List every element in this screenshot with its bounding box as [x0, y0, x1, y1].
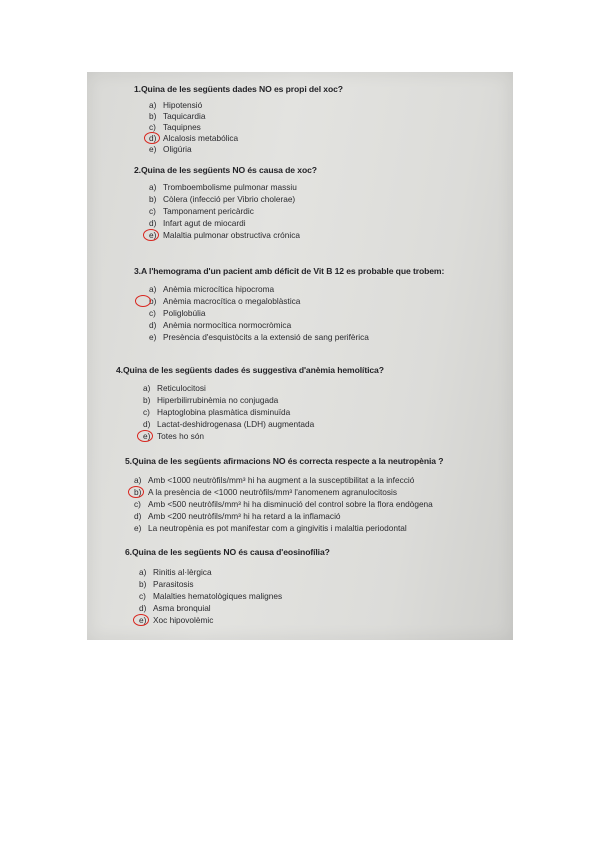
answer-option: [149, 296, 300, 307]
question-title: 2.Quina de les següents NO és causa de xoc?: [134, 165, 317, 175]
red-circle-mark: [133, 614, 149, 626]
option-letter: c): [149, 122, 156, 132]
answer-option: [149, 122, 201, 133]
cut-off-text-edge: [242, 72, 322, 77]
option-letter: e): [149, 144, 157, 154]
option-text: Tamponament pericàrdic: [163, 206, 254, 216]
red-circle-mark: [144, 132, 160, 144]
option-text: Alcalosis metabólica: [163, 133, 239, 143]
option-text: Hipotensió: [163, 100, 203, 110]
option-text: Xoc hipovolèmic: [153, 615, 214, 625]
red-circle-mark: [135, 295, 151, 307]
option-text: Asma bronquial: [153, 603, 211, 613]
question-title: 3.A l'hemograma d'un pacient amb déficit de Vit B 12 es probable que trobem:: [134, 266, 445, 276]
option-letter: b): [149, 296, 157, 306]
answer-option: [149, 230, 300, 241]
option-letter: d): [139, 603, 147, 613]
option-letter: c): [134, 499, 141, 509]
red-circle-mark: [143, 229, 159, 241]
option-text: Lactat-deshidrogenasa (LDH) augmentada: [157, 419, 315, 429]
answer-option: [149, 332, 369, 343]
option-letter: e): [143, 431, 151, 441]
answer-option: [143, 395, 278, 406]
answer-option: [149, 144, 192, 155]
answer-option: [134, 523, 407, 534]
answer-option: [149, 206, 254, 217]
answer-option: [134, 511, 341, 522]
option-letter: b): [134, 487, 142, 497]
answer-option: [149, 182, 297, 193]
option-text: Malalties hematològiques malignes: [153, 591, 283, 601]
answer-option: [149, 111, 205, 122]
option-letter: d): [134, 511, 142, 521]
answer-option: [149, 133, 238, 144]
red-circle-mark: [128, 486, 144, 498]
option-text: Hiperbilirrubinèmia no conjugada: [157, 395, 279, 405]
option-text: Amb <1000 neutròfils/mm³ hi ha augment a la susceptibilitat a la infecció: [148, 475, 415, 485]
question-title: 1.Quina de les següents dades NO es propi del xoc?: [134, 84, 343, 94]
option-letter: a): [134, 475, 142, 485]
option-letter: d): [149, 133, 157, 143]
answer-option: [149, 194, 295, 205]
option-text: Anèmia microcítica hipocroma: [163, 284, 275, 294]
option-letter: d): [143, 419, 151, 429]
option-letter: a): [149, 284, 157, 294]
option-text: Haptoglobina plasmàtica disminuïda: [157, 407, 291, 417]
option-letter: b): [143, 395, 151, 405]
red-circle-mark: [137, 430, 153, 442]
question-title: 4.Quina de les següents dades és suggestiva d'anèmia hemolítica?: [116, 365, 384, 375]
option-text: Presència d'esquistòcits a la extensió de sang perifèrica: [163, 332, 369, 342]
option-text: Anèmia normocítica normocròmica: [163, 320, 292, 330]
option-letter: c): [149, 308, 156, 318]
question-title: 5.Quina de les següents afirmacions NO és correcta respecte a la neutropènia ?: [125, 456, 444, 466]
option-letter: e): [134, 523, 142, 533]
option-letter: d): [149, 320, 157, 330]
exam-photo: [87, 72, 513, 640]
option-letter: e): [149, 230, 157, 240]
option-letter: b): [149, 111, 157, 121]
option-letter: d): [149, 218, 157, 228]
answer-option: [143, 407, 290, 418]
option-letter: a): [143, 383, 151, 393]
option-text: Amb <500 neutròfils/mm³ hi ha disminució del control sobre la flora endògena: [148, 499, 433, 509]
option-text: Amb <200 neutròfils/mm³ hi ha retard a la inflamació: [148, 511, 341, 521]
option-text: La neutropènia es pot manifestar com a gingivitis i malaltia periodontal: [148, 523, 407, 533]
answer-option: [139, 615, 213, 626]
option-text: Taquipnes: [163, 122, 201, 132]
answer-option: [134, 487, 397, 498]
answer-option: [149, 218, 246, 229]
answer-option: [139, 567, 212, 578]
answer-option: [149, 320, 291, 331]
answer-option: [143, 383, 206, 394]
answer-option: [139, 603, 211, 614]
answer-option: [139, 579, 194, 590]
question-title: 6.Quina de les següents NO és causa d'eosinofília?: [125, 547, 330, 557]
option-letter: c): [149, 206, 156, 216]
option-letter: b): [139, 579, 147, 589]
option-text: A la presència de <1000 neutròfils/mm³ l'anomenem agranulocitosis: [148, 487, 398, 497]
option-letter: b): [149, 194, 157, 204]
option-text: Oligúria: [163, 144, 192, 154]
answer-option: [134, 499, 433, 510]
option-letter: c): [139, 591, 146, 601]
option-letter: a): [139, 567, 147, 577]
option-text: Malaltia pulmonar obstructiva crónica: [163, 230, 300, 240]
option-letter: e): [139, 615, 147, 625]
answer-option: [149, 284, 274, 295]
option-letter: e): [149, 332, 157, 342]
option-text: Còlera (infecció per Vibrio cholerae): [163, 194, 296, 204]
option-text: Infart agut de miocardi: [163, 218, 246, 228]
answer-option: [143, 419, 314, 430]
option-text: Rinitis al·lèrgica: [153, 567, 212, 577]
option-text: Totes ho són: [157, 431, 205, 441]
option-letter: a): [149, 100, 157, 110]
answer-option: [139, 591, 282, 602]
option-text: Tromboembolisme pulmonar massiu: [163, 182, 297, 192]
option-text: Parasitosis: [153, 579, 194, 589]
option-text: Anèmia macrocítica o megaloblàstica: [163, 296, 301, 306]
option-text: Taquicardia: [163, 111, 206, 121]
option-letter: a): [149, 182, 157, 192]
option-letter: c): [143, 407, 150, 417]
option-text: Reticulocitosi: [157, 383, 206, 393]
answer-option: [149, 100, 202, 111]
option-text: Poliglobúlia: [163, 308, 206, 318]
answer-option: [149, 308, 205, 319]
answer-option: [134, 475, 414, 486]
